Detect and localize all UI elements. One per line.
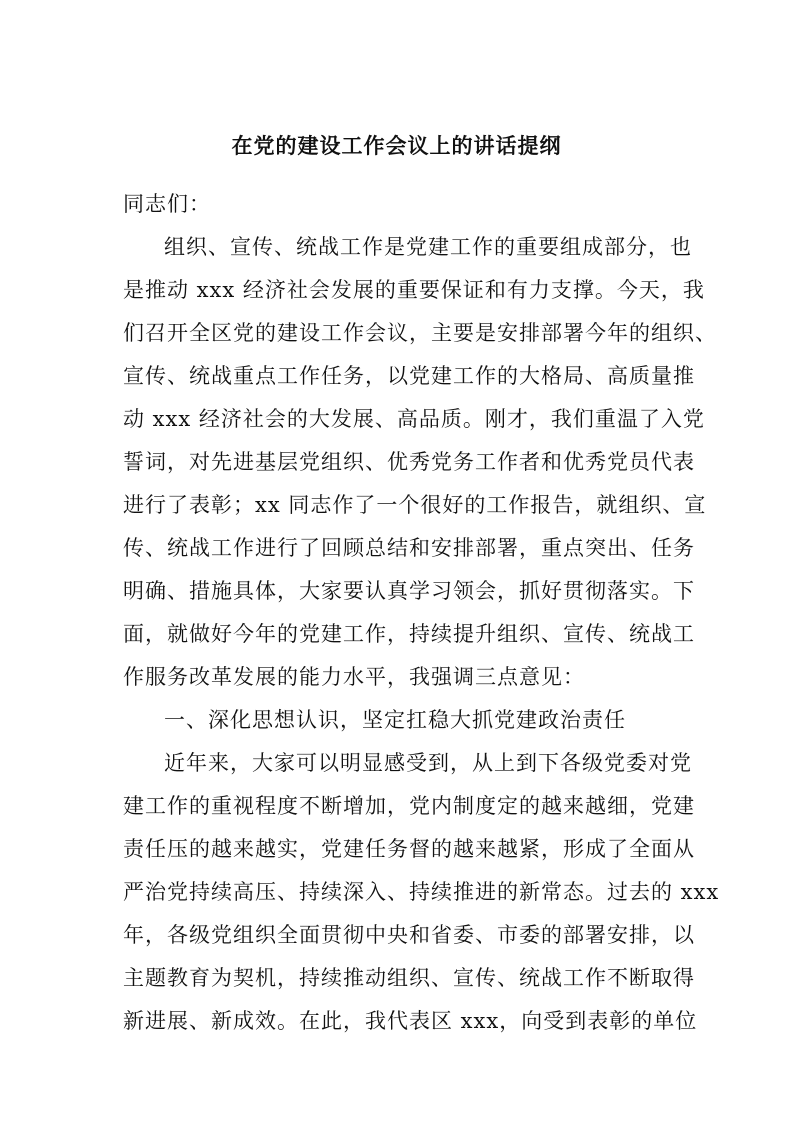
paragraph-line: 是推动 xxx 经济社会发展的重要保证和有力支撑。今天，我 [123, 278, 705, 302]
paragraph-line: 近年来，大家可以明显感受到，从上到下各级党委对党 [164, 751, 692, 775]
paragraph-line: 进行了表彰；xx 同志作了一个很好的工作报告，就组织、宣 [123, 493, 707, 517]
paragraph-line: 宣传、统战重点工作任务，以党建工作的大格局、高质量推 [123, 364, 695, 388]
paragraph-line: 主题教育为契机，持续推动组织、宣传、统战工作不断取得 [123, 966, 695, 990]
paragraph-line: 誓词，对先进基层党组织、优秀党务工作者和优秀党员代表 [123, 450, 695, 474]
paragraph-line: 动 xxx 经济社会的大发展、高品质。刚才，我们重温了入党 [123, 407, 705, 431]
paragraph-line: 们召开全区党的建设工作会议，主要是安排部署今年的组织、 [123, 321, 717, 345]
paragraph-line: 组织、宣传、统战工作是党建工作的重要组成部分，也 [164, 235, 692, 259]
paragraph-line: 年，各级党组织全面贯彻中央和省委、市委的部署安排，以 [123, 923, 695, 947]
paragraph-line: 作服务改革发展的能力水平，我强调三点意见： [123, 665, 585, 689]
paragraph-line: 责任压的越来越实，党建任务督的越来越紧，形成了全面从 [123, 837, 695, 861]
paragraph-line: 面，就做好今年的党建工作，持续提升组织、宣传、统战工 [123, 622, 695, 646]
greeting-line: 同志们： [123, 192, 211, 216]
paragraph-line: 明确、措施具体，大家要认真学习领会，抓好贯彻落实。下 [123, 579, 695, 603]
document-title: 在党的建设工作会议上的讲话提纲 [231, 133, 562, 158]
paragraph-line: 严治党持续高压、持续深入、持续推进的新常态。过去的 xxx [123, 880, 720, 904]
paragraph-line: 传、统战工作进行了回顾总结和安排部署，重点突出、任务 [123, 536, 695, 560]
paragraph-line: 建工作的重视程度不断增加，党内制度定的越来越细，党建 [123, 794, 695, 818]
section-heading: 一、深化思想认识，坚定扛稳大抓党建政治责任 [164, 708, 626, 732]
paragraph-line: 新进展、新成效。在此，我代表区 xxx，向受到表彰的单位 [123, 1009, 698, 1033]
